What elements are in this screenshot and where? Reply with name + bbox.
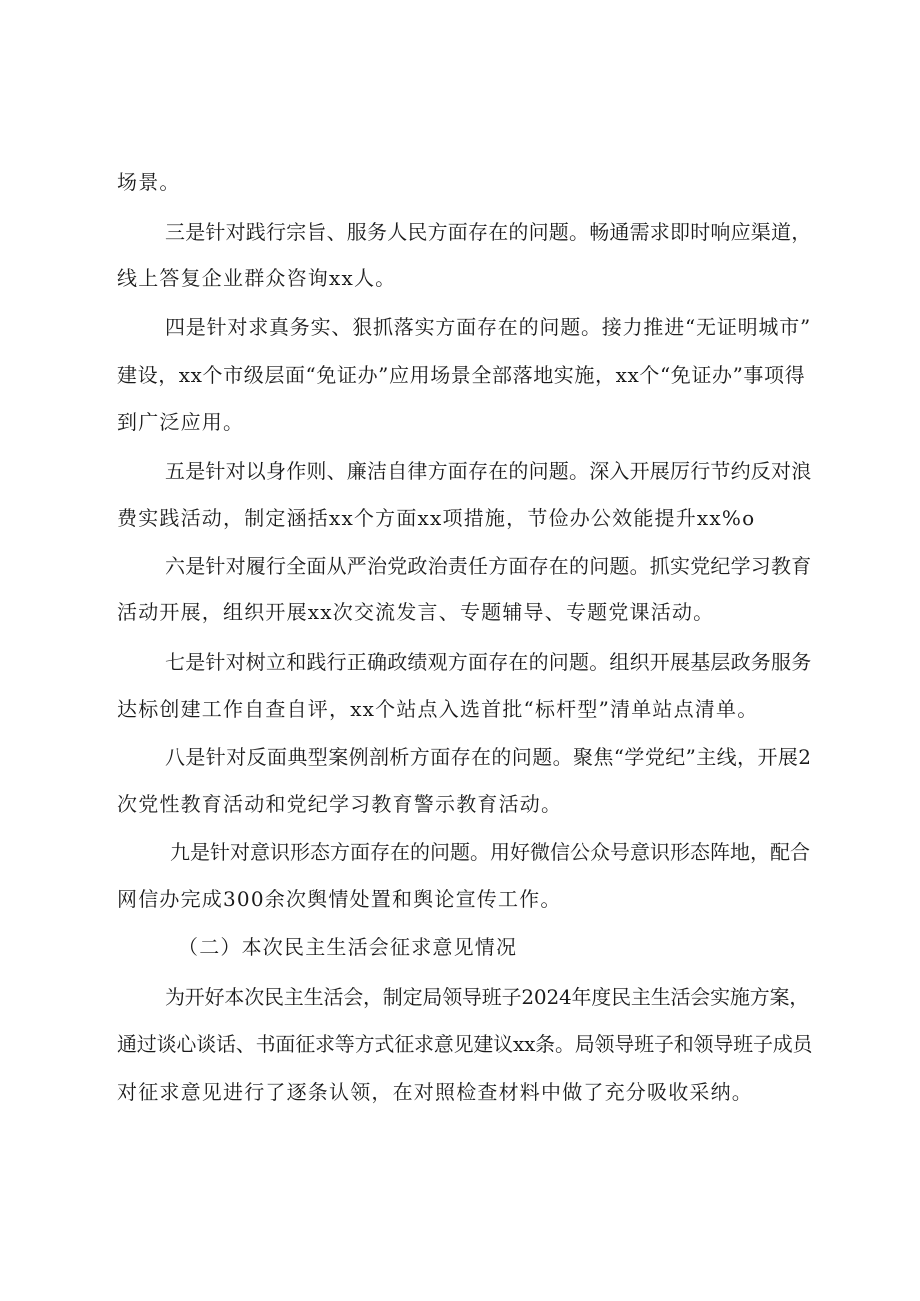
- paragraph-line: 线上答复企业群众咨询xx人。: [117, 266, 397, 290]
- paragraph-line: 四是针对求真务实、狠抓落实方面存在的问题。接力推进“无证明城市”: [165, 315, 812, 339]
- paragraph-line: 网信办完成300余次舆情处置和舆论宣传工作。: [117, 887, 562, 911]
- paragraph-line: 九是针对意识形态方面存在的问题。用好微信公众号意识形态阵地，配合: [170, 840, 810, 864]
- paragraph-line: 三是针对践行宗旨、服务人民方面存在的问题。畅通需求即时响应渠道，: [165, 220, 812, 244]
- paragraph-line: 六是针对履行全面从严治党政治责任方面存在的问题。抓实党纪学习教育: [165, 554, 812, 578]
- section-heading: （二）本次民主生活会征求意见情况: [178, 935, 518, 959]
- paragraph-line: 到广泛应用。: [117, 410, 245, 434]
- paragraph-line: 通过谈心谈话、书面征求等方式征求意见建议xx条。局领导班子和领导班子成员: [117, 1032, 813, 1056]
- paragraph-line: 达标创建工作自查自评，xx个站点入选首批“标杆型”清单站点清单。: [117, 697, 759, 721]
- paragraph-line: 对征求意见进行了逐条认领，在对照检查材料中做了充分吸收采纳。: [117, 1080, 753, 1104]
- paragraph-line: 八是针对反面典型案例剖析方面存在的问题。聚焦“学党纪”主线，开展2: [165, 745, 812, 769]
- paragraph-line: 场景。: [117, 170, 181, 194]
- paragraph-line: 次党性教育活动和党纪学习教育警示教育活动。: [117, 792, 563, 816]
- paragraph-line: 七是针对树立和践行正确政绩观方面存在的问题。组织开展基层政务服务: [165, 650, 812, 674]
- paragraph-line: 建设，xx个市级层面“免证办”应用场景全部落地实施，xx个“免证办”事项得: [117, 363, 806, 387]
- paragraph-line: 五是针对以身作则、廉洁自律方面存在的问题。深入开展厉行节约反对浪: [165, 459, 812, 483]
- paragraph-line: 活动开展，组织开展xx次交流发言、专题辅导、专题党课活动。: [117, 600, 715, 624]
- paragraph-line: 费实践活动，制定涵括xx个方面xx项措施，节俭办公效能提升xx%o: [117, 506, 756, 530]
- paragraph-line: 为开好本次民主生活会，制定局领导班子2024年度民主生活会实施方案，: [165, 985, 810, 1009]
